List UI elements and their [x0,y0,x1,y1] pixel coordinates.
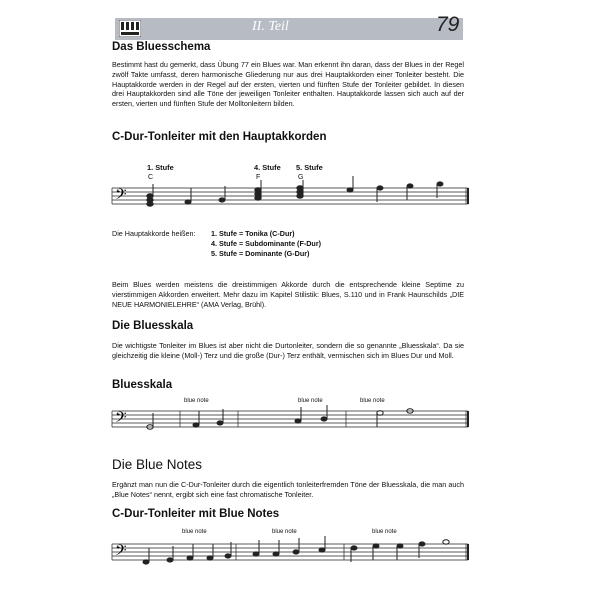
publisher-logo-icon [119,20,141,37]
stufe-5-note: G [298,174,304,181]
stufe-4-note: F [256,174,261,181]
header-bar [115,18,463,40]
stufen-list-item: 5. Stufe = Dominante (G-Dur) [211,248,310,258]
section-title-blue-notes: Die Blue Notes [112,457,203,472]
stufe-1-label: 1. Stufe [147,163,174,172]
staff-bluesskala [110,393,470,435]
chord-notes [147,176,443,206]
paragraph-septime: Beim Blues werden meistens die dreistimmigen Akkorde durch die entsprechende kleine Septime zu vierstimmigen Akkorden erweitert. Mehr dazu im Kapitel Stilistik: Blues, S.110 und in Frank Haunschilds „DIE NEUE HARMONIELEHRE“ (AMA Verlag, Brühl). [112,280,464,309]
section-title-c-dur-blue-notes: C-Dur-Tonleiter mit Blue Notes [112,508,280,520]
blue-note-label: blue note [298,398,323,404]
blue-note-label: blue note [182,529,207,535]
section-title-bluesskala: Die Bluesskala [112,320,194,332]
paragraph-bluesskala: Die wichtigste Tonleiter im Blues ist aber nicht die Durtonleiter, sondern die so genannte „Bluesskala“. Da sie gleichzeitig die kleine (Moll-) Terz und die große (Dur-) Terz enthält, vermischen sich im Blues Dur und Moll. [112,341,464,360]
staff-c-dur-blue-notes [110,524,470,568]
blue-note-label: blue note [272,529,297,535]
staff-lines [112,411,468,427]
section-title-bluesschema: Das Bluesschema [112,41,211,53]
stufe-4-label: 4. Stufe [254,163,281,172]
blue-note-label: blue note [360,398,385,404]
staff-lines [112,544,468,560]
scale-notes [147,405,413,429]
stufen-list-item: 1. Stufe = Tonika (C-Dur) [211,229,295,238]
staff-lines [112,188,468,204]
section-title-bluesskala-staff: Bluesskala [112,379,173,391]
part-label: II. Teil [252,19,289,34]
bass-clef-icon: 𝄢 [115,409,127,430]
stufen-list-item: 4. Stufe = Subdominante (F-Dur) [211,238,322,248]
staff-c-dur-hauptakkorde [110,158,470,216]
hauptakkorde-label: Die Hauptakkorde heißen: [112,229,196,238]
stufe-1-note: C [148,174,154,181]
paragraph-blue-notes: Ergänzt man nun die C-Dur-Tonleiter durch die eigentlich tonleiterfremden Töne der Bluesskala, die man auch „Blue Notes“ nennt, ergibt sich eine fast chromatische Tonleiter. [112,480,464,499]
bass-clef-icon: 𝄢 [115,542,127,563]
blue-note-label: blue note [372,529,397,535]
paragraph-bluesschema: Bestimmt hast du gemerkt, dass Übung 77 ein Blues war. Man erkennt ihn daran, dass der Blues in der Regel zwölf Takte umfasst, deren harmonische Gliederung nur aus drei Hauptakkorden einer Tonleiter besteht. Die Hauptakkorde werden in der Regel auf der ersten, vierten und fünften Stufe der Tonleiter gebildet. In diesen drei Hauptakkorden sind alle Töne der jeweiligen Tonleiter enthalten. Hauptakkorde lassen sich auch auf der ersten, vierten und fünften Stufe der Molltonleitern bilden. [112,60,464,109]
stufen-list [211,229,321,258]
bass-clef-icon: 𝄢 [115,186,127,207]
stufe-5-label: 5. Stufe [296,163,323,172]
blue-note-label: blue note [184,398,209,404]
section-title-c-dur-hauptakkorde: C-Dur-Tonleiter mit den Hauptakkorden [112,131,327,143]
page-number: 79 [436,13,460,36]
